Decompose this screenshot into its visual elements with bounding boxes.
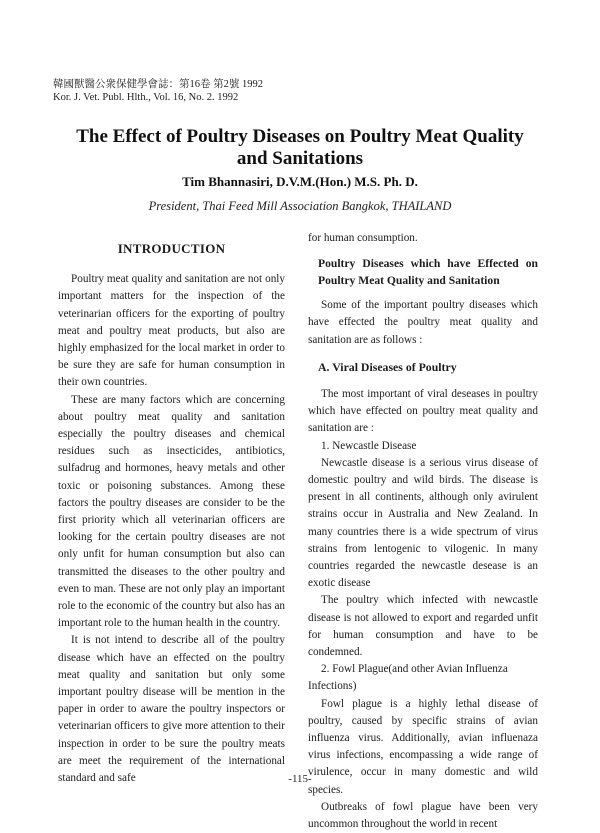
newcastle-paragraph-1: Newcastle disease is a serious virus disease of domestic poultry and wild birds. The disease is present in all continents, although only avirulent strains occur in Australia and New Zealand. In many countries there is a wide spectrum of virus strains from lentogenic to vilogenic. In many countries regarded the newcastle desease is an exotic disease: [308, 456, 538, 590]
journal-header: [53, 78, 263, 104]
intro-paragraph-2: These are many factors which are concerning about poultry meat quality and sanitation especially the poultry diseases and chemical residues such as insecticides, antibiotics, sulfadrug and hormones, heavy metals and other toxic or poisoning substances. Among these factors the poultry diseases are consider to be the first priority which all veterinarian officers are looking for the certain poultry diseases are not only unfit for human consumption but also can transmitted the diseases to the other poultry and even to man. These are not only play an important role to the economic of the country but also has an important role to the human health in the country.: [58, 393, 285, 630]
title-line-2: and Sanitations: [236, 148, 364, 169]
paper-title: [40, 126, 560, 170]
fowl-plague-item-heading: 2. Fowl Plague(and other Avian Influenza Infections): [308, 663, 508, 693]
intro-paragraph-1: Poultry meat quality and sanitation are not only important matters for the inspection of the veterinarian officers for the exporting of poultry meat and poultry meat products, but also are highly emphasized for the local market in order to be sure they are safe for human consumption in their own countries.: [58, 273, 285, 389]
newcastle-paragraph-2: The poultry which infected with newcastle disease is not allowed to export and regarded unfit for human consumption and have to be condemned.: [308, 594, 538, 659]
fowl-plague-paragraph-1: Fowl plague is a highly lethal disease of poultry, caused by specific strains of avian influenza virus. Additionally, avian influenaza virus infections, encompassing a wide range of virulence, occur in many domestic and wild species.: [308, 697, 538, 796]
viral-diseases-subheading: A. Viral Diseases of Poultry: [318, 359, 457, 374]
viral-intro-paragraph: The most important of viral deseases in poultry which have effected on poultry meat quality and sanitation are :: [308, 388, 538, 435]
intro-paragraph-3: It is not intend to describe all of the poultry disease which have an effected on the poultry meat quality and sanitation but only some important poultry disease will be mention in the paper in order to aware the poultry inspectors or veterinarian officers to give more attention to their inspection in order to be sure the poultry meats are meet the requirement of the international standard and safe: [58, 634, 285, 785]
author-line: Tim Bhannasiri, D.V.M.(Hon.) M.S. Ph. D.: [182, 174, 418, 189]
introduction-heading: INTRODUCTION: [117, 241, 226, 256]
affiliation-line: President, Thai Feed Mill Association Bangkok, THAILAND: [148, 199, 452, 213]
newcastle-item-heading: 1. Newcastle Disease: [321, 439, 417, 452]
title-line-1: The Effect of Poultry Diseases on Poultry Meat Quality: [76, 126, 524, 147]
right-column: [308, 230, 538, 833]
page-number: -115-: [288, 773, 312, 785]
journal-citation-korean: 韓國獸醫公衆保健學會誌：第16卷 第2號 1992: [53, 79, 263, 90]
left-column: [58, 230, 285, 787]
continuation-text: for human consumption.: [308, 232, 418, 244]
section-intro-paragraph: Some of the important poultry diseases which have effected the poultry meat quality and sanitation are as follows :: [308, 299, 538, 346]
section-heading: Poultry Diseases which have Effected on Poultry Meat Quality and Sanitation: [318, 257, 538, 288]
journal-citation-english: Kor. J. Vet. Publ. Hlth., Vol. 16, No. 2. 1992: [53, 92, 239, 103]
fowl-plague-paragraph-2: Outbreaks of fowl plague have been very uncommon throughout the world in recent: [308, 800, 538, 831]
